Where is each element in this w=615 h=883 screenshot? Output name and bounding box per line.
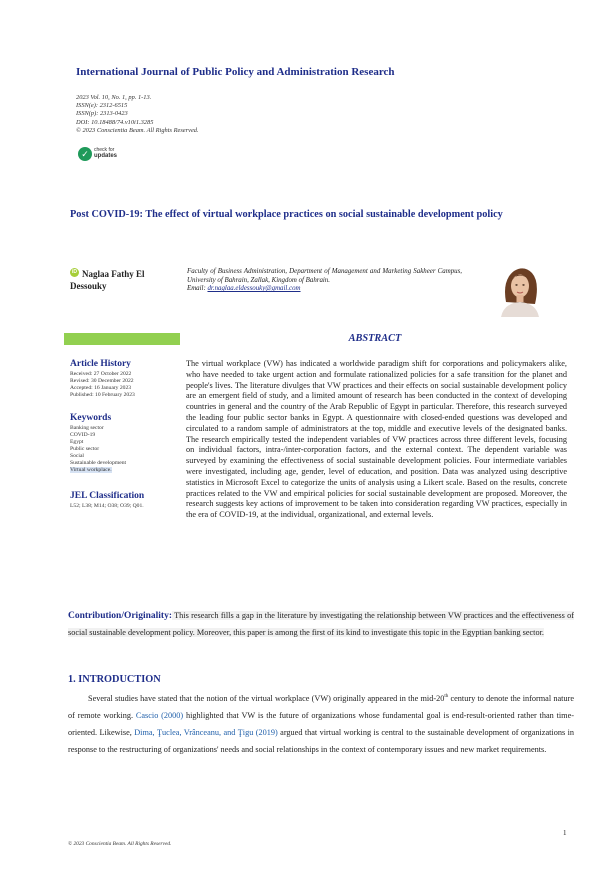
meta-issn-e: ISSN(e): 2312-6515	[76, 102, 128, 110]
sidebar-accent-bar	[64, 333, 180, 345]
badge-text-line2: updates	[94, 153, 118, 159]
keywords-list	[70, 425, 126, 474]
check-icon: ✓	[78, 147, 92, 161]
history-item: Revised: 30 December 2022	[70, 378, 134, 384]
intro-text: argued that virtual working is central to the sustainable development of organizations in response to the restructuring of organizations' needs and social relationships in the context of contemporary issues and new market requirements.	[68, 728, 574, 755]
intro-superscript: th	[444, 694, 449, 699]
page-number: 1	[563, 829, 567, 837]
history-item: Accepted: 16 January 2023	[70, 385, 132, 391]
orcid-icon[interactable]: iD	[72, 269, 77, 275]
keyword-item-highlighted: Virtual workplace.	[70, 467, 112, 473]
citation-link[interactable]: Cascio (2000)	[135, 710, 184, 720]
abstract-heading: ABSTRACT	[348, 333, 402, 344]
contribution-label: Contribution/Originality:	[68, 611, 172, 621]
history-item: Published: 10 February 2023	[70, 392, 135, 398]
meta-copyright: © 2023 Conscientia Beam. All Rights Reserved.	[76, 126, 199, 134]
keyword-item: Public sector	[70, 446, 100, 452]
check-for-updates-badge[interactable]	[78, 146, 128, 164]
history-item: Received: 27 October 2022	[70, 371, 132, 377]
article-history-heading: Article History	[70, 359, 131, 369]
keywords-heading: Keywords	[70, 413, 112, 423]
jel-codes: L52; L38; M14; O38; O39; Q01.	[70, 503, 144, 509]
author-name: Naglaa Fathy El Dessouky	[70, 269, 145, 291]
intro-text: highlighted that VW is the future of organizations whose fundamental goal is end-result-oriented rather than time-oriented. Likewise,	[68, 710, 575, 738]
author-photo	[496, 262, 544, 317]
meta-issn-p: ISSN(p): 2313-0423	[76, 110, 128, 118]
keyword-item: Sustainable development	[70, 460, 127, 466]
paper-title: Post COVID-19: The effect of virtual workplace practices on social sustainable development policy	[70, 209, 503, 220]
email-label: Email:	[187, 285, 208, 293]
contribution-originality	[68, 608, 574, 641]
journal-title: International Journal of Public Policy and Administration Research	[76, 66, 395, 78]
keyword-item: Social	[70, 453, 84, 459]
keyword-item: Banking sector	[70, 425, 104, 431]
contribution-text: This research fills a gap in the literature by investigating the relationship between VW practices and the effectiveness of social sustainable development policy. Moreover, this paper is among the first of its kind to investigate this topic in the Egyptian banking sector.	[68, 611, 574, 637]
journal-meta	[76, 94, 199, 135]
introduction-heading: 1. INTRODUCTION	[68, 674, 161, 685]
affiliation-text: Faculty of Business Administration, Department of Management and Marketing Sakheer Campus, University of Bahrain, Zallak, Kingdom of Bahrain.	[187, 268, 462, 284]
author-affiliation	[187, 268, 462, 294]
intro-text: Several studies have stated that the notion of the virtual workplace (VW) originally appeared in the mid-20	[88, 693, 445, 703]
introduction-paragraph	[68, 688, 574, 759]
keyword-item: COVID-19	[70, 432, 96, 438]
abstract-text: The virtual workplace (VW) has indicated a worldwide paradigm shift for corporations and policymakers alike, who have needed to take urgent action and formulate rationalized policies for a safe transition for the planet and people's lives. The literature divulges that VW practices and their effects on social sustainable development policy are an emergent field of study, and a limited amount of research has been conducted in the context of developing countries in general and the country of the Arab Republic of Egypt in particular. Therefore, this research surveyed the leading four public sector banks in Egypt. A questionnaire with closed-ended questions was developed and circulated to a random sample of administrators at the top, middle and executive levels of the designated banks. The research empirically tested the independent variables of VW practices across three different levels, focusing on individual factors, intra-/inter-corporation factors, and the external context. The dependent variable was surveyed by examining the effectiveness of social sustainable development policies. Four intermediate variables were investigated, including age, gender, level of education, and position. Data was analyzed using descriptive statistics in Microsoft Excel to categorize the units of analysis using a Likert scale. Based on the results, concrete practices related to the VW and empirical policies for social sustainable development are proposed. Moreover, the research suggests key actions of improvement to be taken into consideration regarding VW practices, especially in the era of COVID-19, at the individual, organizational, and external levels.	[186, 359, 567, 520]
article-history-list	[70, 371, 135, 399]
meta-doi[interactable]: DOI: 10.18488/74.v10i1.3285	[76, 118, 154, 126]
footer-copyright: © 2023 Conscientia Beam. All Rights Reserved.	[68, 841, 172, 847]
email-link[interactable]: dr.naglaa.eldessouky@gmail.com	[207, 285, 301, 293]
intro-text: century to denote the informal nature of remote working.	[68, 693, 575, 720]
keyword-item: Egypt	[70, 439, 84, 445]
meta-issue: 2023 Vol. 10, No. 1, pp. 1-13.	[76, 94, 152, 101]
keyword-item	[70, 467, 126, 474]
jel-classification-heading: JEL Classification	[70, 491, 145, 501]
citation-link[interactable]: Dima, Ţuclea, Vrânceanu, and Ţigu (2019)	[134, 728, 278, 738]
badge-text-line1: check for	[94, 147, 115, 153]
